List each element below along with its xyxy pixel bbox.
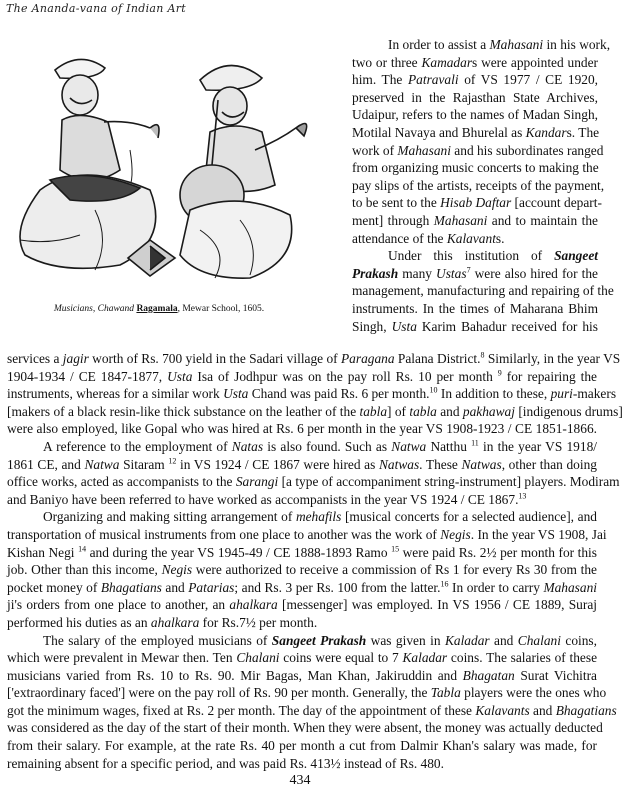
text-line: from their salary. For example, at the rate Rs. 40 per month a cut from Dalmir Khan's salary was made, for (7, 738, 597, 754)
text-line: office works, acted as accompanists to the Sarangi [a type of accompaniment string-instrument] players. Modiram (7, 474, 620, 490)
text-line: and Baniyo have been referred to have worked as accompanists in the year VS 1924 / CE 1867.13 (7, 491, 527, 507)
text-line: Under this institution of Sangeet (388, 248, 598, 264)
text-line: ment] through Mahasani and to maintain the (352, 212, 598, 228)
text-line: job. Other than this income, Negis were authorized to receive a commission of Rs 1 for every Rs 30 from the (7, 562, 597, 578)
text-line: were also employed, like Gopal who was hired at Rs. 6 per month in the year VS 1908-1923 / CE 1851-1866. (7, 421, 597, 437)
text-line: Singh, Usta Karim Bahadur received for his (352, 318, 598, 334)
text-line: from organizing music concerts to making the (352, 160, 599, 176)
text-line: him. The Patravali of VS 1977 / CE 1920, (352, 72, 599, 88)
text-line: A reference to the employment of Natas is also found. Such as Natwa Natthu $^{11}$ in the year VS 1918/ (43, 438, 597, 454)
text-line: remaining absent for a specific period, and was paid Rs. 413½ instead of Rs. 480. (7, 755, 444, 771)
caption-italic: Musicians, Chawand (53, 304, 135, 314)
full-width-text (7, 350, 623, 772)
text-line: musicians varied from Rs. 10 to Rs. 90. Mir Bagas, Man Khan, Jakiruddin and Bhagatan Surat Vichitra (7, 667, 597, 683)
text-line: which were prevalent in Mewar then. Ten Chalani coins were equal to 7 Kaladar coins. The salaries of these (7, 650, 598, 666)
text-line: services a jagir worth of Rs. 700 yield in the Sadari village of Paragana Palana District.$^8$ Similarly, in the year VS (7, 350, 621, 366)
text-line: Udaipur, refers to the names of Madan Singh, (352, 107, 598, 123)
text-line: Prakash many Ustas$^7$ were also hired for the (352, 265, 599, 281)
text-line: pay slips of the artists, receipts of the payment, (352, 177, 605, 193)
text-line: to be sent to the Hisab Daftar [account depart- (352, 195, 602, 211)
text-line: 1861 CE, and Natwa Sitaram $^{12}$ in VS 1924 / CE 1867 were hired as Natwas. These Natwas, other than doing (7, 456, 597, 472)
left-musician-figure (20, 59, 175, 276)
text-line: ji's orders from one place to another, an ahalkara [messenger] was employed. In VS 1956 / CE 1889, Suraj (7, 597, 597, 613)
text-line: was considered as the day of the start of their month. When they were absent, the money was actually deducted (7, 720, 603, 736)
right-musician-figure (180, 65, 307, 278)
caption-rest: , Mewar School, 1605. (177, 304, 265, 314)
text-line: transportation of musical instruments from one place to another was the work of Negis. In the year VS 1908, Jai (7, 526, 607, 542)
text-line: Motilal Navaya and Bhurelal as Kandars. The (352, 124, 600, 140)
text-line: Kishan Negi $^{14}$ and during the year VS 1945-49 / CE 1888-1893 Ramo $^{15}$ were paid Rs. 2½ per month for this (7, 544, 597, 560)
text-line: The salary of the employed musicians of Sangeet Prakash was given in Kaladar and Chalani coins, (43, 632, 597, 648)
text-line: two or three Kamadars were appointed under (352, 54, 598, 70)
text-line: 1904-1934 / CE 1847-1877, Usta Isa of Jodhpur was on the pay roll Rs. 10 per month $^9$ for repairing the (7, 368, 597, 384)
text-line: preserved in the Rajasthan State Archives, (352, 89, 598, 105)
caption-ragamala: Ragamala (136, 304, 178, 314)
musicians-illustration (0, 40, 315, 285)
running-header: The Ananda-vana of Indian Art (6, 2, 186, 15)
page-number: 434 (289, 773, 311, 788)
text-line: In order to assist a Mahasani in his work, (388, 37, 611, 52)
text-line: instruments. In the times of Maharana Bhim (352, 300, 598, 316)
text-line: [makers of a black resin-like thick substance on the leather of the tabla] of tabla and pakhawaj [indigenous drums] (7, 403, 623, 419)
text-line: pocket money of Bhagatians and Patarias; and Rs. 3 per Rs. 100 from the latter.$^{16}$ In order to carry Mahasani (7, 579, 598, 595)
text-line: ['extraordinary faced'] were on the pay roll of Rs. 90 per month. Generally, the Tabla players were the ones who (7, 685, 607, 701)
text-line: attendance of the Kalavants. (352, 230, 505, 246)
text-line: got the minimum wages, fixed at Rs. 2 per month. The day of the appointment of these Kalavants and Bhagatians (7, 702, 617, 718)
text-line: Organizing and making sitting arrangement of mehafils [musical concerts for a selected audience], and (43, 509, 597, 525)
right-column-text (352, 36, 614, 335)
text-line: work of Mahasani and his subordinates ranged (352, 142, 604, 158)
text-line: management, manufacturing and repairing of the (352, 283, 614, 299)
text-line: performed his duties as an ahalkara for Rs.7½ per month. (7, 614, 318, 630)
text-line: instruments, whereas for a similar work Usta Chand was paid Rs. 6 per month.$^{10}$ In addition to these, puri-makers (7, 385, 617, 402)
figure-caption (0, 304, 318, 314)
